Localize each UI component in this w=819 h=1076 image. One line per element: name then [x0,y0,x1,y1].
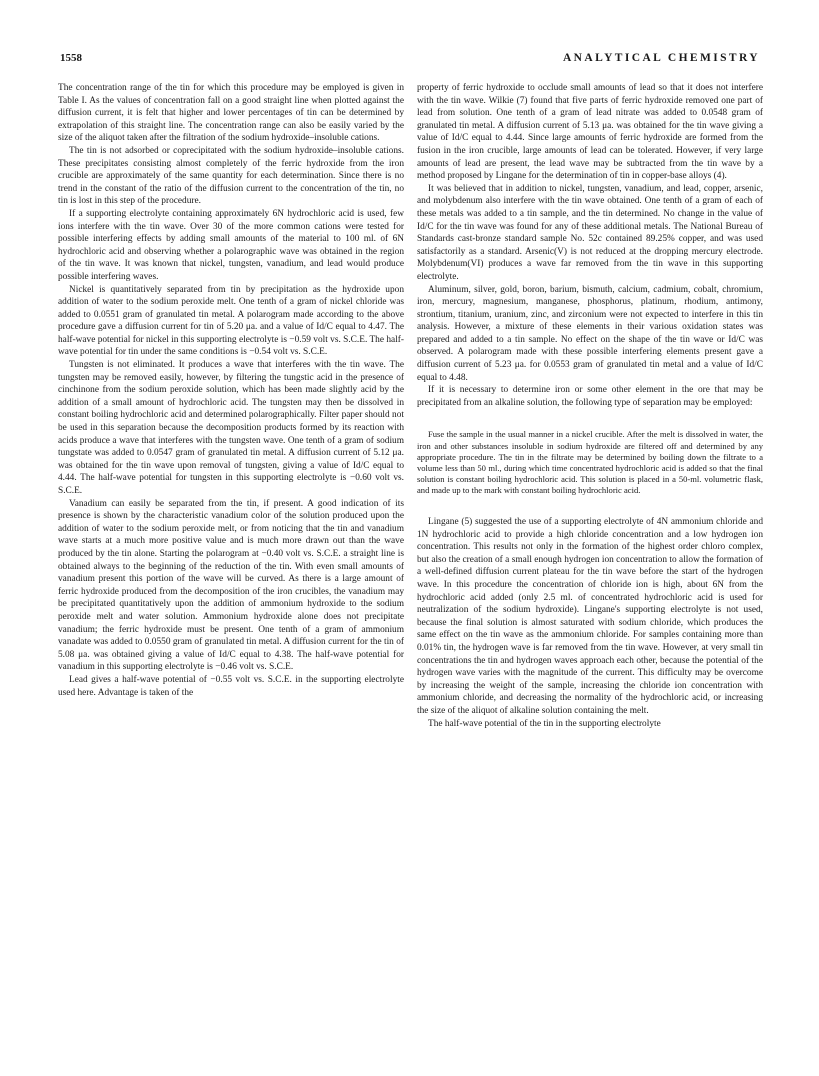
page-number: 1558 [60,52,82,64]
left-column [58,82,404,699]
paragraph: Tungsten is not eliminated. It produces a wave that interferes with the tin wave. The tungsten may be removed easily, however, by filtering the tungstic acid in the presence of cinchinone from the sodium peroxide solution, which has been made slightly acid by the addition of a small amount of hydrochloric acid. The tungsten may then be dissolved in constant boiling hydrochloric acid and determined polarographically. Filter paper should not be used in this separation because the decomposition products formed by its reaction with acids produce a wave that interferes with the tungsten wave. One tenth of a gram of sodium tungstate was added to 0.0547 gram of granulated tin metal. A diffusion current of 5.12 μa. was obtained for the tin wave upon removal of tungsten, giving a value of Id/C equal to 4.44. The half-wave potential for tungsten in this supporting electrolyte is −0.60 volt vs. S.C.E. [58,360,404,496]
paragraph: property of ferric hydroxide to occlude small amounts of lead so that it does not interfere with the tin wave. Wilkie (7) found that five parts of ferric hydroxide removed one part of lead from solution. One tenth of a gram of lead nitrate was added to 0.0548 gram of granulated tin metal. A diffusion current of 5.13 μa. was obtained for the tin wave giving a value of Id/C equal to 4.44. Since large amounts of ferric hydroxide are formed from the fusion in the iron crucible, large amounts of lead can be tolerated. However, if very large amounts of lead are present, the lead wave may be subtracted from the tin wave by a method proposed by Lingane for the determination of tin in copper-base alloys (4). [417,83,763,182]
journal-title: ANALYTICAL CHEMISTRY [562,52,760,64]
paragraph: Vanadium can easily be separated from the tin, if present. A good indication of its presence is shown by the characteristic vanadium color of the solution produced upon the addition of water to the sodium peroxide melt, or from noticing that the tin and vanadium wave starts at a much more positive value and is much more drawn out than the wave produced by the tin alone. Starting the polarogram at −0.40 volt vs. S.C.E. a straight line is obtained always to the beginning of the reduction of the tin. With even small amounts of vanadium present this portion of the wave will be curved. As there is a large amount of ferric hydroxide produced from the decomposition of the iron crucibles, the vanadium may be precipitated quantitatively upon the addition of ammonium hydroxide to the sodium peroxide melt and water solution. Ammonium hydroxide alone does not precipitate vanadium; the ferric hydroxide must be present. One tenth of a gram of ammonium vanadate was added to 0.0550 gram of granulated tin metal. A diffusion current for the tin of 5.08 μa. was obtained giving a value of Id/C equal to 4.38. The half-wave potential for vanadium in this supporting electrolyte is −0.46 volt vs. S.C.E. [58,498,404,673]
paragraph: The tin is not adsorbed or coprecipitated with the sodium hydroxide–insoluble cations. These precipitates consisting almost completely of the ferric hydroxide from the iron crucible are approximately of the same quantity for each determination. Since there is no trend in the constant of the ratio of the diffusion current to the concentration of the tin, no tin is lost in this step of the procedure. [58,145,404,207]
paragraph: It was believed that in addition to nickel, tungsten, vanadium, and lead, copper, arsenic, and molybdenum also interfere with the tin wave obtained. One tenth of a gram of each of these metals was added to a tin sample, and the tin determined. No change in the value of Id/C for the tin wave was found for any of these additional metals. The National Bureau of Standards cast-bronze standard sample No. 52c contained 89.25% copper, and was used satisfactorily as a standard. Arsenic(V) is not reduced at the dropping mercury electrode. Molybdenum(VI) produces a wave far removed from the tin wave in this supporting electrolyte. [417,183,763,282]
paragraph: If it is necessary to determine iron or some other element in the ore that may be precipitated from an alkaline solution, the following type of separation may be employed: [417,385,763,408]
paragraph: Nickel is quantitatively separated from tin by precipitation as the hydroxide upon addition of water to the sodium peroxide melt. One tenth of a gram of nickel chloride was added to 0.0551 gram of granulated tin metal. A polarogram made according to the above procedure gave a diffusion current for tin of 5.20 μa. and a value of Id/C equal to 4.47. The half-wave potential for nickel in this supporting electrolyte is −0.59 volt vs. S.C.E. The half-wave potential for tin under the same conditions is −0.54 volt vs. S.C.E. [58,284,404,358]
paragraph: The half-wave potential of the tin in the supporting electrolyte [428,718,661,729]
paragraph: The concentration range of the tin for which this procedure may be employed is given in Table I. As the values of concentration fall on a good straight line when plotted against the diffusion current, it is felt that higher and lower percentages of tin can be determined by extrapolation of this straight line. The concentration range can also be easily varied by the size of the aliquot taken after the filtration of the sodium hydroxide–insoluble cations. [58,83,404,144]
paragraph: Lead gives a half-wave potential of −0.55 volt vs. S.C.E. in the supporting electrolyte used here. Advantage is taken of the [58,674,404,698]
paragraph: If a supporting electrolyte containing approximately 6N hydrochloric acid is used, few ions interfere with the tin wave. Over 30 of the more common cations were tested for possible interfering effects by adding small amounts of the material to 100 ml. of 6N hydrochloric acid and observing whether a polarographic wave was obtained in the region of the tin wave. It was known that nickel, tungsten, vanadium, and lead would produce possible interfering waves. [58,208,404,282]
page-header [60,52,760,72]
paragraph: Lingane (5) suggested the use of a supporting electrolyte of 4N ammonium chloride and 1N hydrochloric acid to provide a high chloride concentration and a low hydrogen ion concentration. This results not only in the formation of the highest order chloro complex, but also the creation of a small enough hydrogen ion concentration to allow the formation of a well-defined diffusion current plateau for the tin wave before the start of the hydrogen wave. In this procedure the concentration of chloride ion is high, about 6N from the hydrochloric acid added (only 2.5 ml. of concentrated hydrochloric acid is used for neutralization of the sodium hydroxide). Lingane's supporting electrolyte is not used, because the final solution is almost saturated with sodium chloride, which produces the same effect on the tin wave as the ammonium chloride. For samples containing more than 0.01% tin, the hydrogen wave is far removed from the tin wave. However, at very small tin concentrations the tin and hydrogen waves approach each other, because the potential of the hydrogen wave varies with the magnitude of the current. This difficulty may be overcome by increasing the weight of the sample, increasing the chloride ion concentration with ammonium chloride, and decreasing the normality of the hydrochloric acid, or increasing the size of the aliquot of alkaline solution containing the melt. [417,517,763,716]
procedure-block: Fuse the sample in the usual manner in a nickel crucible. After the melt is dissolved in water, the iron and other substances insoluble in sodium hydroxide are filtered off and determined by any appropriate procedure. The tin in the filtrate may be determined by boiling down the filtrate to a volume less than 50 ml., during which time concentrated hydrochloric acid is added so that the final solution is constant boiling hydrochloric acid. This solution is placed in a 50-ml. volumetric flask, and made up to the mark with constant boiling hydrochloric acid. [417,429,763,495]
paragraph: Aluminum, silver, gold, boron, barium, bismuth, calcium, cadmium, cobalt, chromium, iron, mercury, magnesium, manganese, phosphorus, platinum, rhodium, antimony, strontium, titanium, uranium, zinc, and zirconium were not expected to interfere in this tin analysis. However, a mixture of these elements in their various oxidation states was prepared and added to a tin sample. No effect on the shape of the tin wave or Id/C was observed. A polarogram made with these possible interfering elements present gave a diffusion current of 5.23 μa. for 0.0553 gram of granulated tin metal and a value of Id/C equal to 4.48. [417,284,763,383]
right-column [417,82,763,730]
